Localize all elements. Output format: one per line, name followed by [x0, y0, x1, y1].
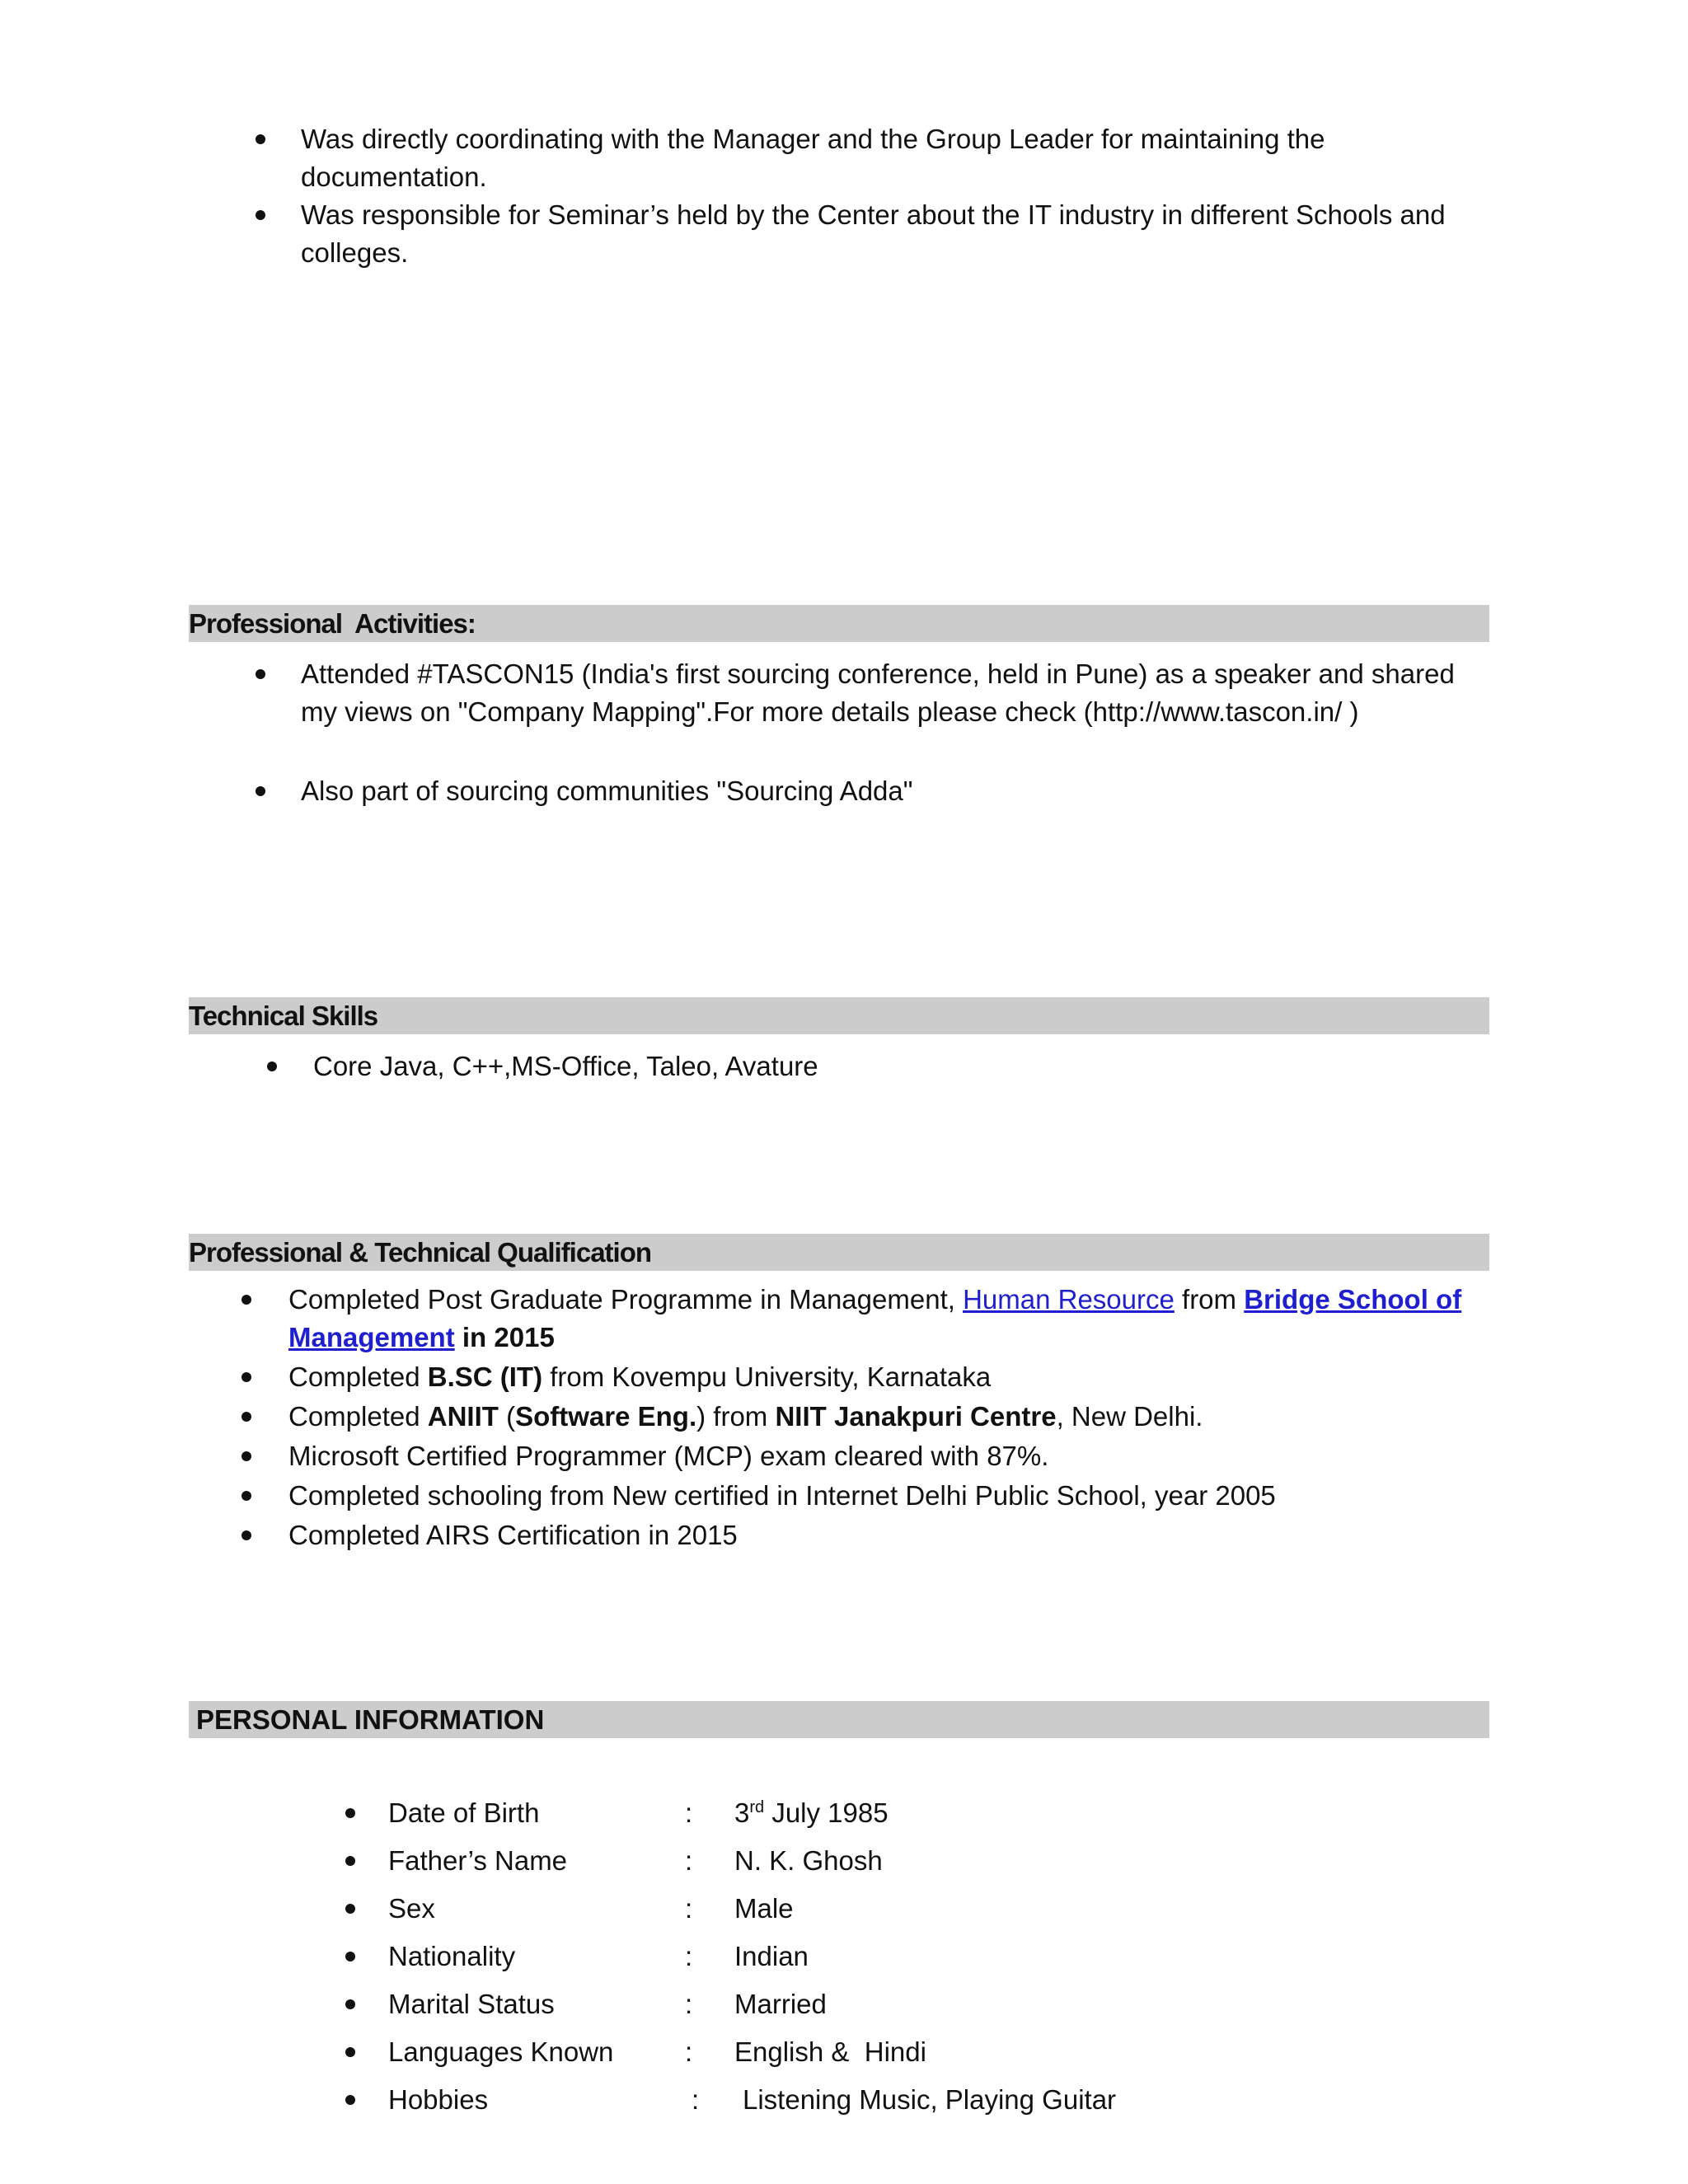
text-fragment: from: [1174, 1284, 1245, 1315]
qualification-bullets: [288, 1281, 1492, 1556]
human-resource-link[interactable]: Human Resource: [963, 1284, 1175, 1315]
text-fragment-bold: ANIIT: [427, 1401, 499, 1432]
field-value: N. K. Ghosh: [734, 1845, 883, 1876]
field-value: Listening Music, Playing Guitar: [743, 2084, 1117, 2115]
text-fragment: ) from: [696, 1401, 776, 1432]
text-fragment-bold: NIIT Janakpuri Centre: [775, 1401, 1057, 1432]
personal-info-list: [388, 1789, 1295, 2124]
field-separator: :: [685, 1797, 693, 1828]
list-item: Completed AIRS Certification in 2015: [288, 1516, 1492, 1554]
text-fragment: , New Delhi.: [1056, 1401, 1203, 1432]
dob-suffix: rd: [749, 1798, 765, 1816]
list-item: Microsoft Certified Programmer (MCP) exam cleared with 87%.: [288, 1437, 1492, 1475]
list-item-fathers-name: [388, 1837, 1295, 1885]
field-label: Nationality: [388, 1941, 516, 1971]
experience-bullets: [301, 120, 1488, 272]
list-item: Attended #TASCON15 (India's first sourcing conference, held in Pune) as a speaker and shared my views on "Company Mapping".For more details please check (http://www.tascon.in/ ): [301, 655, 1488, 731]
field-separator: :: [685, 1941, 693, 1971]
list-item: [288, 1358, 1492, 1396]
dob-day: 3: [734, 1797, 750, 1828]
list-item: Was responsible for Seminar’s held by the Center about the IT industry in different Schools and colleges.: [301, 196, 1488, 272]
list-item-date-of-birth: [388, 1789, 1295, 1837]
text-fragment-bold: in 2015: [454, 1322, 555, 1352]
field-label: Date of Birth: [388, 1797, 540, 1828]
professional-activities-bullets: [301, 655, 1488, 810]
list-item: [288, 1281, 1492, 1357]
section-heading-text: Professional & Technical Qualification: [189, 1237, 652, 1268]
field-separator: :: [685, 1989, 693, 2019]
text-fragment: from Kovempu University, Karnataka: [542, 1361, 992, 1392]
field-label: Hobbies: [388, 2084, 489, 2115]
field-label: Sex: [388, 1893, 435, 1924]
field-separator: :: [685, 2036, 693, 2067]
field-separator: :: [692, 2084, 700, 2115]
field-value: [734, 1789, 889, 1837]
text-fragment: (: [498, 1401, 516, 1432]
field-label: Marital Status: [388, 1989, 555, 2019]
field-value: Male: [734, 1893, 794, 1924]
list-item: [288, 1398, 1492, 1436]
field-value: English & Hindi: [734, 2036, 926, 2067]
list-item-languages-known: [388, 2028, 1295, 2076]
section-heading-text: Technical Skills: [189, 1001, 378, 1031]
section-heading-professional-activities: [189, 605, 1489, 642]
text-fragment: Completed: [288, 1401, 428, 1432]
list-item: Completed schooling from New certified in Internet Delhi Public School, year 2005: [288, 1477, 1492, 1515]
list-item: Core Java, C++,MS-Office, Taleo, Avature: [313, 1047, 1467, 1085]
list-item: Also part of sourcing communities "Sourcing Adda": [301, 772, 1488, 810]
list-item-hobbies: [388, 2076, 1295, 2124]
text-fragment-bold: B.SC (IT): [427, 1361, 543, 1392]
field-value: Married: [734, 1989, 827, 2019]
text-fragment: Completed: [288, 1361, 428, 1392]
section-heading-personal-information: [189, 1701, 1489, 1738]
section-heading-qualification: [189, 1234, 1489, 1271]
section-heading-technical-skills: [189, 997, 1489, 1034]
section-heading-text: PERSONAL INFORMATION: [196, 1704, 545, 1735]
technical-skills-bullets: [313, 1047, 1467, 1085]
list-item: Was directly coordinating with the Manager and the Group Leader for maintaining the documentation.: [301, 120, 1488, 196]
field-value: Indian: [734, 1941, 809, 1971]
text-fragment-bold: Software Eng.: [515, 1401, 697, 1432]
field-separator: :: [685, 1893, 693, 1924]
dob-rest: July 1985: [764, 1797, 889, 1828]
list-item-nationality: [388, 1933, 1295, 1980]
bridge-school-link[interactable]: Bridge School of Management: [288, 1284, 1462, 1352]
list-item-sex: [388, 1885, 1295, 1933]
field-label: Languages Known: [388, 2036, 614, 2067]
field-label: Father’s Name: [388, 1845, 568, 1876]
section-heading-text: Professional Activities:: [189, 608, 476, 639]
list-item-marital-status: [388, 1980, 1295, 2028]
text-fragment: Completed Post Graduate Programme in Management,: [288, 1284, 964, 1315]
field-separator: :: [685, 1845, 693, 1876]
